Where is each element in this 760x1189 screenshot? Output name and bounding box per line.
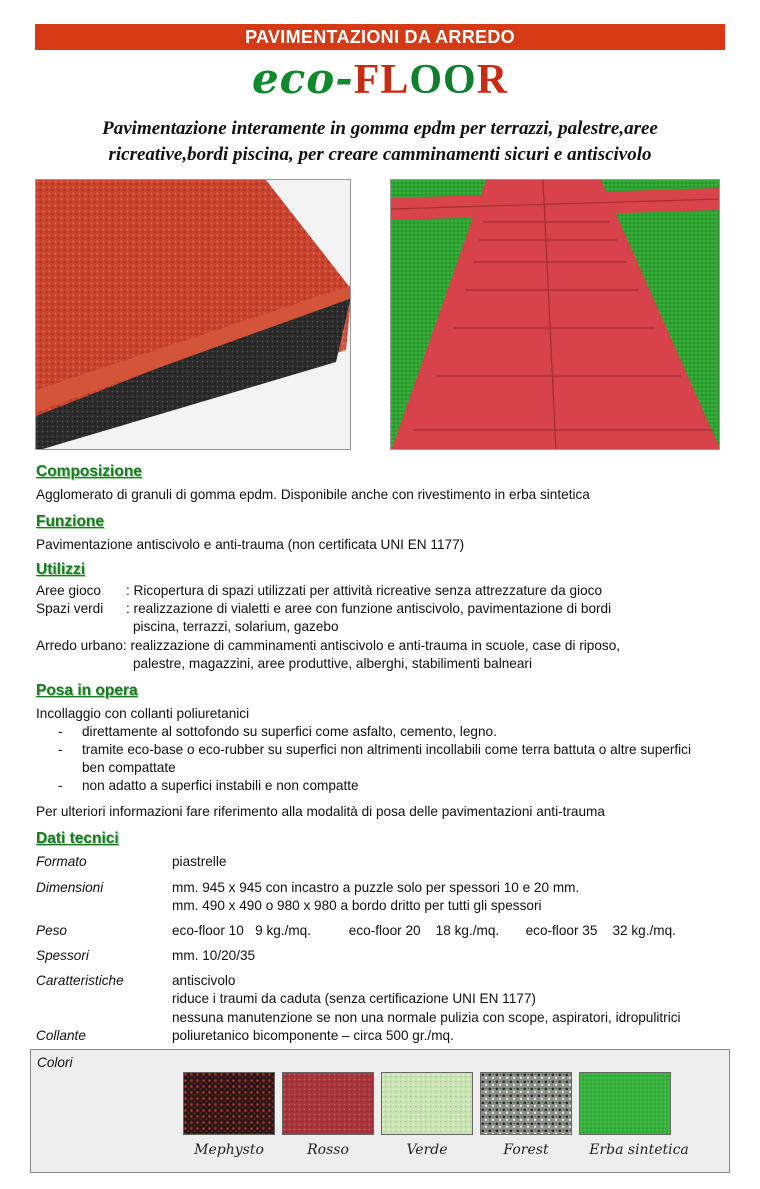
utilizzi-row — [36, 600, 611, 618]
utilizzi-value: : realizzazione di camminamenti antiscivolo e anti-trauma in scuole, case di riposo, — [122, 638, 621, 653]
rosso-texture — [283, 1073, 373, 1134]
composizione-text: Agglomerato di granuli di gomma epdm. Disponibile anche con rivestimento in erba sintetica — [36, 487, 590, 502]
caratteristiche-value-1: antiscivolo — [172, 973, 236, 988]
rubber-tile-illustration — [36, 180, 351, 450]
posa-note: Per ulteriori informazioni fare riferimento alla modalità di posa delle pavimentazioni anti-trauma — [36, 804, 605, 819]
caratteristiche-key: Caratteristiche — [36, 973, 124, 988]
tagline-line-1: Pavimentazione interamente in gomma epdm per terrazzi, palestre,aree — [102, 118, 658, 139]
colori-panel — [30, 1049, 730, 1173]
dimensioni-value-2: mm. 490 x 490 o 980 x 980 a bordo dritto per tutti gli spessori — [172, 898, 542, 913]
rubber-tile-photo — [35, 179, 351, 450]
collante-key: Collante — [36, 1028, 86, 1043]
collante-value: poliuretanico bicomponente – circa 500 gr./mq. — [172, 1028, 454, 1043]
utilizzi-heading: Utilizzi — [36, 561, 86, 578]
utilizzi-row — [36, 637, 620, 655]
formato-value: piastrelle — [172, 854, 227, 869]
logo-eco: eco- — [251, 54, 354, 103]
utilizzi-value: : Ricopertura di spazi utilizzati per attività ricreative senza attrezzature da gioco — [126, 583, 603, 598]
funzione-text: Pavimentazione antiscivolo e anti-trauma (non certificata UNI EN 1177) — [36, 537, 465, 552]
logo-floor-o1: O — [409, 57, 444, 103]
utilizzi-key: Aree gioco — [36, 583, 101, 598]
posa-bullet: tramite eco-base o eco-rubber su superfici non altrimenti incollabili come terra battuta o altre superfici — [82, 742, 691, 757]
posa-heading: Posa in opera — [36, 682, 138, 699]
peso-key: Peso — [36, 923, 67, 938]
bullet-dash: - — [58, 778, 63, 793]
posa-bullet: direttamente al sottofondo su superfici come asfalto, cemento, legno. — [82, 724, 497, 739]
pathway-illustration — [391, 180, 720, 450]
tagline-line-2: ricreative,bordi piscina, per creare camminamenti sicuri e antiscivolo — [108, 144, 652, 165]
verde-texture — [382, 1073, 472, 1134]
pathway-photo — [390, 179, 720, 450]
swatch-verde — [381, 1072, 473, 1135]
tagline — [40, 116, 720, 168]
swatch-name: Erba sintetica — [589, 1142, 689, 1158]
swatch-forest — [480, 1072, 572, 1135]
utilizzi-key: Spazi verdi — [36, 601, 104, 616]
mephysto-texture — [184, 1073, 274, 1134]
swatch-rosso — [282, 1072, 374, 1135]
logo-floor — [354, 57, 508, 103]
caratteristiche-value-3: nessuna manutenzione se non una normale pulizia con scope, aspiratori, idropulitrici — [172, 1010, 681, 1025]
bullet-dash: - — [58, 742, 63, 757]
funzione-heading: Funzione — [36, 513, 105, 530]
eco-floor-logo — [0, 54, 760, 105]
utilizzi-key: Arredo urbano — [36, 638, 123, 653]
posa-bullet: non adatto a superfici instabili e non compatte — [82, 778, 359, 793]
utilizzi-continuation: piscina, terrazzi, solarium, gazebo — [133, 619, 339, 634]
swatch-name: Mephysto — [194, 1142, 264, 1158]
swatch-name: Verde — [406, 1142, 448, 1158]
swatch-name: Rosso — [307, 1142, 349, 1158]
logo-floor-r: R — [476, 57, 509, 103]
spessori-value: mm. 10/20/35 — [172, 948, 256, 963]
utilizzi-value: : realizzazione di vialetti e aree con funzione antiscivolo, pavimentazione di bordi — [126, 601, 612, 616]
formato-key: Formato — [36, 854, 87, 869]
swatch-mephysto — [183, 1072, 275, 1135]
header-banner: PAVIMENTAZIONI DA ARREDO — [35, 24, 725, 50]
dimensioni-value-1: mm. 945 x 945 con incastro a puzzle solo per spessori 10 e 20 mm. — [172, 880, 580, 895]
posa-bullet-continuation: ben compattate — [82, 760, 176, 775]
utilizzi-continuation: palestre, magazzini, aree produttive, alberghi, stabilimenti balneari — [133, 656, 532, 671]
logo-floor-o2: O — [443, 57, 477, 103]
logo-floor-fl: FL — [353, 57, 410, 103]
bullet-dash: - — [58, 724, 63, 739]
caratteristiche-value-2: riduce i traumi da caduta (senza certificazione UNI EN 1177) — [172, 991, 536, 1006]
posa-intro: Incollaggio con collanti poliuretanici — [36, 706, 250, 721]
dati-heading: Dati tecnici — [36, 830, 119, 847]
swatch-erba-sintetica — [579, 1072, 671, 1135]
spessori-key: Spessori — [36, 948, 89, 963]
utilizzi-row — [36, 582, 602, 600]
composizione-heading: Composizione — [36, 463, 142, 480]
forest-texture — [481, 1073, 571, 1134]
swatch-name: Forest — [503, 1142, 549, 1158]
colori-label: Colori — [37, 1055, 73, 1070]
erba-texture — [580, 1073, 670, 1134]
peso-value: eco-floor 10 9 kg./mq. eco-floor 20 18 kg./mq. eco-floor 35 32 kg./mq. — [172, 923, 676, 938]
dimensioni-key: Dimensioni — [36, 880, 104, 895]
